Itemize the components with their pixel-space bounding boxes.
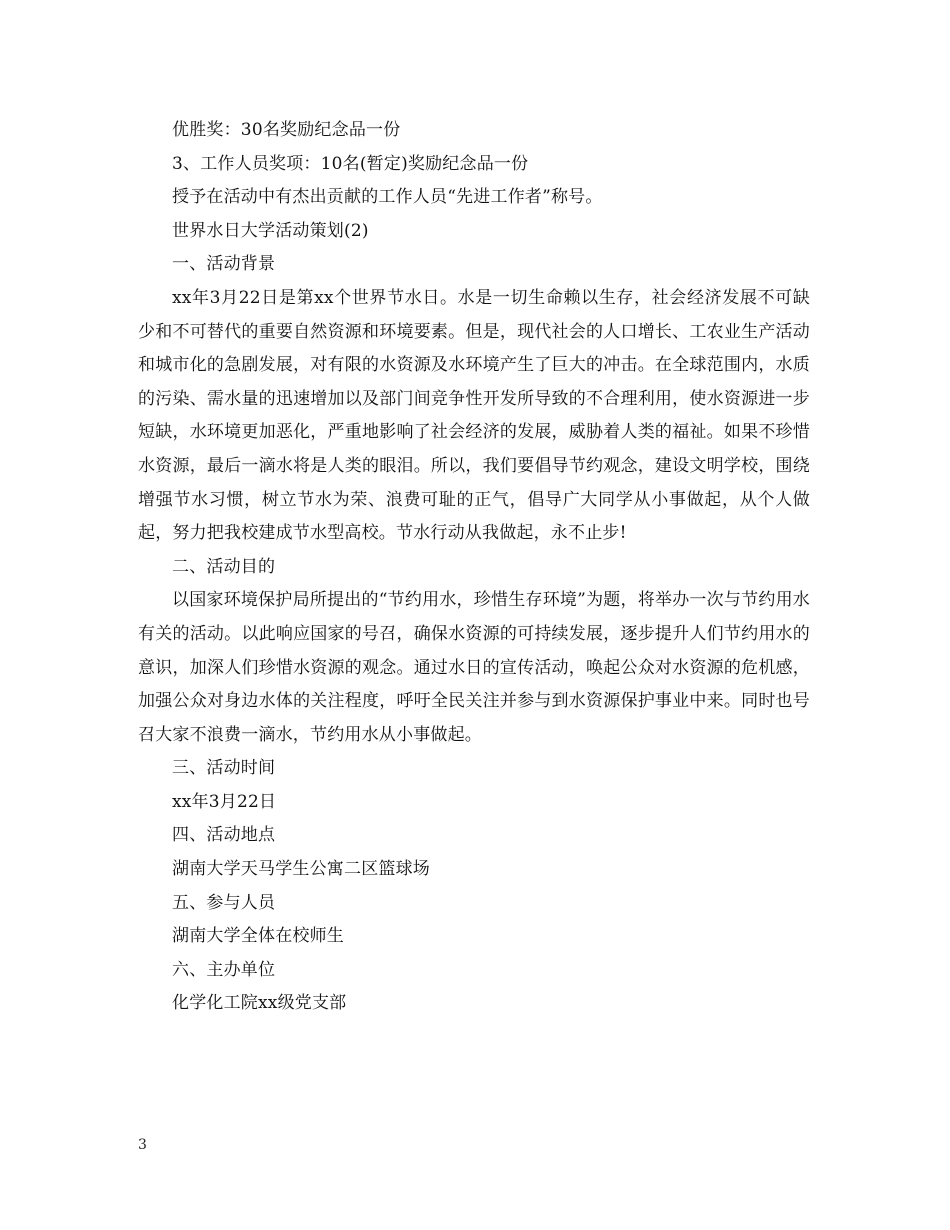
heading-location: 四、活动地点 [172, 825, 276, 846]
location-value: 湖南大学天马学生公寓二区篮球场 [172, 859, 430, 880]
document-body [138, 114, 810, 1021]
heading-purpose: 二、活动目的 [172, 556, 276, 577]
background-paragraph: xx年3月22日是第xx个世界节水日。水是一切生命赖以生存，社会经济发展不可缺少和不可替代的重要自然资源和环境要素。但是，现代社会的人口增长、工农业生产活动和城市化的急剧发展，对有限的水资源及水环境产生了巨大的冲击。在全球范围内，水质的污染、需水量的迅速增加以及部门间竞争性开发所导致的不合理利用，使水资源进一步短缺，水环境更加恶化，严重地影响了社会经济的发展，威胁着人类的福祉。如果不珍惜水资源，最后一滴水将是人类的眼泪。所以，我们要倡导节约观念，建设文明学校，围绕增强节水习惯，树立节水为荣、浪费可耻的正气，倡导广大同学从小事做起，从个人做起，努力把我校建成节水型高校。节水行动从我做起，永不止步! [138, 287, 810, 544]
heading-time: 三、活动时间 [172, 758, 276, 779]
section-title: 世界水日大学活动策划(2) [172, 220, 369, 241]
heading-organizer: 六、主办单位 [172, 959, 276, 980]
heading-participants: 五、参与人员 [172, 892, 276, 913]
time-value: xx年3月22日 [172, 791, 277, 812]
page-number: 3 [138, 1137, 147, 1153]
heading-background: 一、活动背景 [172, 254, 276, 275]
participants-value: 湖南大学全体在校师生 [172, 926, 344, 947]
award-excellence-line: 优胜奖：30名奖励纪念品一份 [172, 120, 401, 140]
staff-award-line: 3、工作人员奖项：10名(暂定)奖励纪念品一份 [172, 153, 529, 174]
staff-honor-line: 授予在活动中有杰出贡献的工作人员“先进工作者”称号。 [172, 187, 603, 208]
purpose-paragraph: 以国家环境保护局所提出的“节约用水，珍惜生存环境”为题，将举办一次与节约用水有关的活动。以此响应国家的号召，确保水资源的可持续发展，逐步提升人们节约用水的意识，加深人们珍惜水资源的观念。通过水日的宣传活动，唤起公众对水资源的危机感，加强公众对身边水体的关注程度，呼吁全民关注并参与到水资源保护事业中来。同时也号召大家不浪费一滴水，节约用水从小事做起。 [138, 590, 810, 745]
organizer-value: 化学化工院xx级党支部 [172, 993, 347, 1014]
